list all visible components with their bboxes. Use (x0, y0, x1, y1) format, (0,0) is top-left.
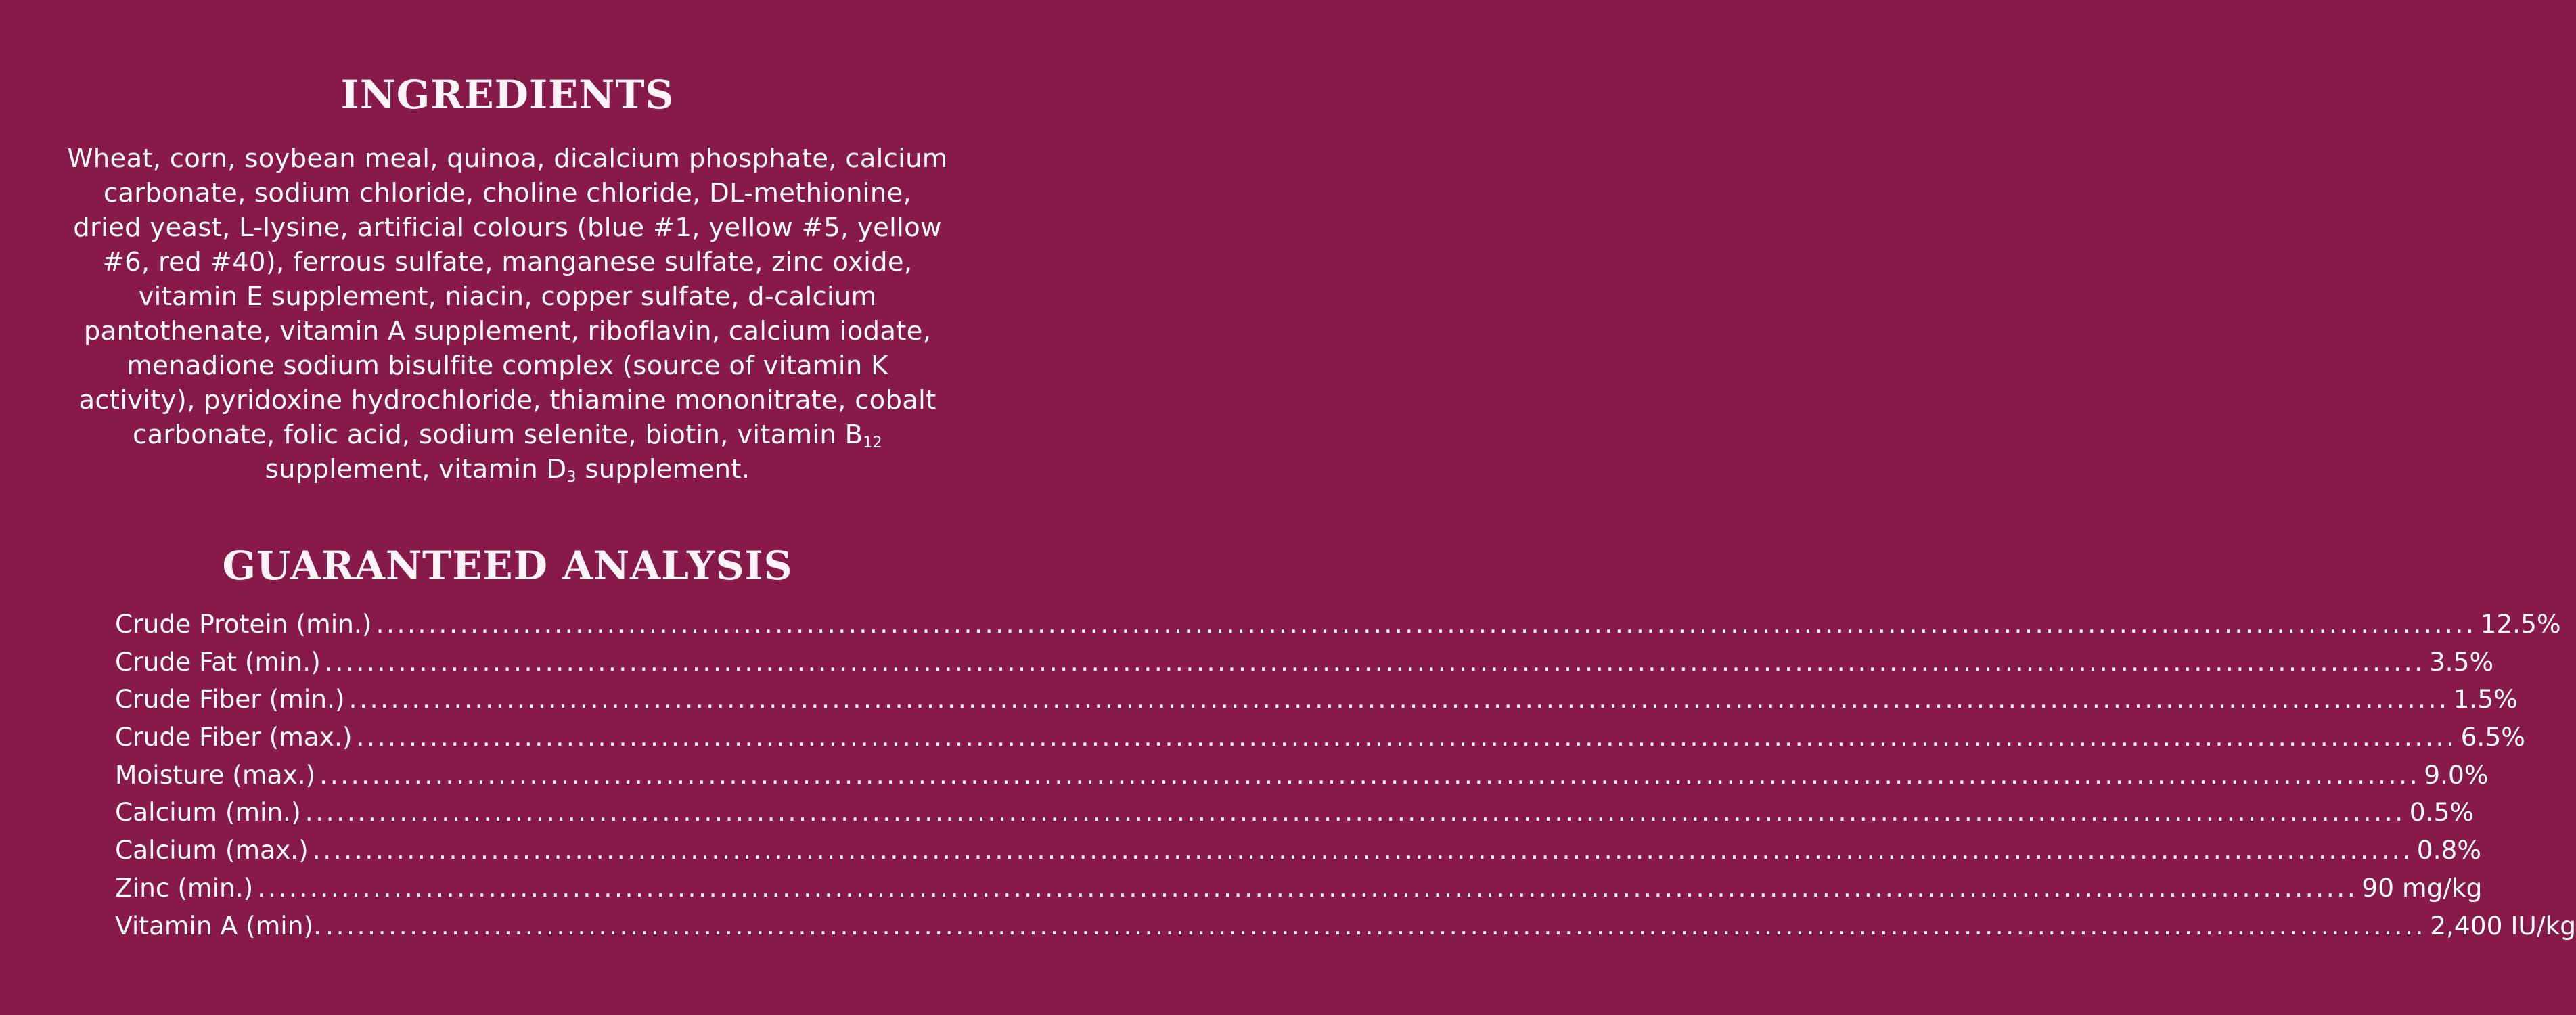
dot-leader: ........................................................................................................................................................................................................ (325, 910, 2426, 941)
analysis-label: Crude Fat (min.) (115, 646, 321, 677)
analysis-label: Vitamin A (min). (115, 910, 322, 941)
analysis-label: Crude Fiber (max.) (115, 722, 353, 752)
analysis-row (115, 681, 2518, 719)
dot-leader: ........................................................................................................................................................................................................ (304, 797, 2405, 828)
ingredients-heading: INGREDIENTS (340, 72, 675, 118)
subscript-12: 12 (863, 434, 882, 451)
ingredients-line: menadione sodium bisulfite complex (source of vitamin K (127, 351, 888, 381)
analysis-label: Calcium (max.) (115, 835, 309, 865)
analysis-value: 1.5% (2453, 684, 2518, 715)
dot-leader: ........................................................................................................................................................................................................ (324, 646, 2425, 677)
analysis-label: Crude Fiber (min.) (115, 684, 345, 715)
ingredients-line: pantothenate, vitamin A supplement, riboflavin, calcium iodate, (83, 316, 932, 346)
analysis-row (115, 719, 2525, 757)
analysis-value: 9.0% (2424, 759, 2489, 790)
dot-leader: ........................................................................................................................................................................................................ (319, 759, 2420, 790)
ingredients-line: Wheat, corn, soybean meal, quinoa, dicalcium phosphate, calcium (67, 143, 948, 174)
ingredients-line: #6, red #40), ferrous sulfate, manganese sulfate, zinc oxide, (102, 247, 913, 277)
analysis-label: Zinc (min.) (115, 872, 254, 903)
dot-leader: ........................................................................................................................................................................................................ (348, 684, 2449, 715)
dot-leader: ........................................................................................................................................................................................................ (356, 722, 2457, 752)
analysis-value: 0.5% (2409, 797, 2475, 828)
analysis-row (115, 907, 2576, 945)
analysis-row (115, 870, 2483, 907)
analysis-value: 90 mg/kg (2362, 872, 2483, 903)
guaranteed-analysis-heading: GUARANTEED ANALYSIS (222, 543, 793, 589)
analysis-row (115, 757, 2489, 794)
dot-leader: ........................................................................................................................................................................................................ (312, 835, 2413, 865)
analysis-value: 6.5% (2460, 722, 2525, 752)
analysis-value: 0.8% (2416, 835, 2482, 865)
ingredients-text (47, 141, 968, 487)
dot-leader: ........................................................................................................................................................................................................ (257, 872, 2358, 903)
analysis-label: Crude Protein (min.) (115, 609, 372, 639)
analysis-value: 3.5% (2428, 646, 2494, 677)
analysis-value: 2,400 IU/kg (2430, 910, 2576, 941)
subscript-3: 3 (566, 469, 577, 486)
dot-leader: ........................................................................................................................................................................................................ (376, 609, 2477, 639)
ingredients-line: dried yeast, L-lysine, artificial colours (blue #1, yellow #5, yellow (73, 212, 942, 243)
analysis-label: Moisture (max.) (115, 759, 316, 790)
ingredients-line: vitamin E supplement, niacin, copper sulfate, d-calcium (138, 281, 877, 312)
analysis-value: 12.5% (2480, 609, 2561, 639)
ingredients-line: carbonate, folic acid, sodium selenite, biotin, vitamin $B_{12}$ (133, 420, 882, 451)
analysis-row (115, 606, 2561, 644)
ingredients-line: activity), pyridoxine hydrochloride, thiamine mononitrate, cobalt (78, 385, 936, 415)
analysis-row (115, 794, 2475, 832)
analysis-row (115, 832, 2482, 870)
ingredients-line: supplement, vitamin $D_3$ supplement. (265, 454, 750, 486)
analysis-label: Calcium (min.) (115, 797, 301, 828)
ingredients-line: carbonate, sodium chloride, choline chloride, DL-methionine, (103, 178, 912, 208)
guaranteed-analysis-table (115, 606, 2576, 945)
analysis-row (115, 644, 2494, 681)
